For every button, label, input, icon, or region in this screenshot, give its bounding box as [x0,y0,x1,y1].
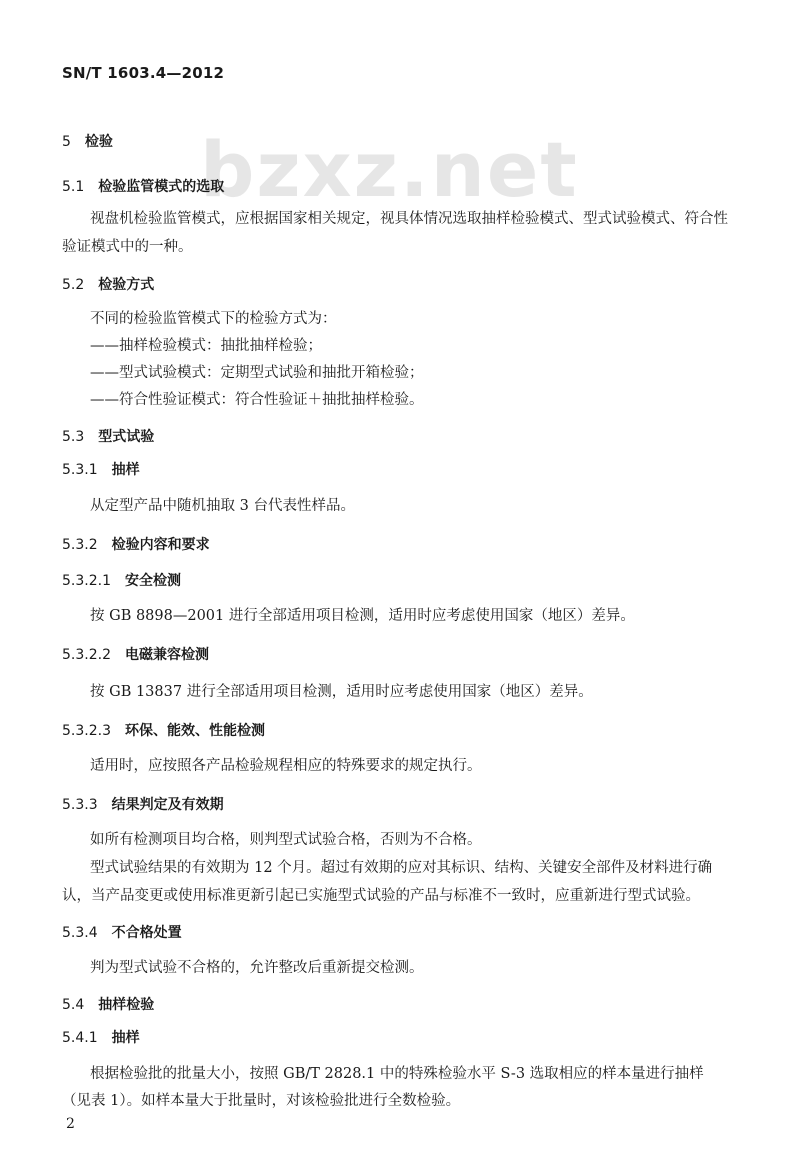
section-5-3-1-heading [62,459,140,479]
page-number: 2 [66,1116,75,1132]
section-5-4-1-heading [62,1027,140,1047]
section-title: 检验监管模式的选取 [98,179,225,195]
section-number: 5.3.2.3 [62,723,111,739]
section-title: 结果判定及有效期 [111,797,224,813]
paragraph-line: 如所有检测项目均合格，则判型式试验合格，否则为不合格。 [90,832,482,848]
section-title: 检验内容和要求 [111,537,210,553]
section-5-3-2-heading [62,534,210,554]
paragraph-line: 认，当产品变更或使用标准更新引起已实施型式试验的产品与标准不一致时，应重新进行型式试验。 [62,888,700,904]
section-5-3-heading [62,426,154,446]
paragraph-line: 判为型式试验不合格的，允许整改后重新提交检测。 [90,960,424,976]
section-title: 检验方式 [98,277,155,293]
section-title: 安全检测 [124,573,181,589]
paragraph-line: 根据检验批的批量大小，按照 GB/T 2828.1 中的特殊检验水平 S-3 选取相应的样本量进行抽样 [90,1066,704,1082]
section-number: 5.3.1 [62,462,98,478]
section-5-3-3-heading [62,794,224,814]
section-number: 5.1 [62,179,85,195]
section-5-3-2-3-heading [62,720,265,740]
section-number: 5.2 [62,277,85,293]
section-number: 5.3.2.1 [62,573,111,589]
section-number: 5.3.2 [62,537,98,553]
paragraph-line: 验证模式中的一种。 [62,239,193,255]
paragraph-line: 视盘机检验监管模式，应根据国家相关规定，视具体情况选取抽样检验模式、型式试验模式、符合性 [90,211,728,227]
section-5-3-2-2-heading [62,644,209,664]
section-number: 5.3.4 [62,925,98,941]
section-title: 不合格处置 [111,925,182,941]
paragraph-line: 按 GB 13837 进行全部适用项目检测，适用时应考虑使用国家（地区）差异。 [90,684,593,700]
section-5-2-heading [62,274,154,294]
section-5-4-heading [62,994,154,1014]
paragraph-line: 不同的检验监管模式下的检验方式为： [90,311,337,327]
paragraph-line: （见表 1）。如样本量大于批量时，对该检验批进行全数检验。 [62,1093,461,1109]
section-number: 5 [62,134,71,150]
section-number: 5.3.2.2 [62,647,111,663]
paragraph-line: 适用时，应按照各产品检验规程相应的特殊要求的规定执行。 [90,758,482,774]
section-5-heading [62,131,113,151]
list-item: ——符合性验证模式：符合性验证＋抽批抽样检验。 [90,392,424,408]
paragraph-line: 型式试验结果的有效期为 12 个月。超过有效期的应对其标识、结构、关键安全部件及材料进行确 [90,860,713,876]
section-title: 抽样 [111,1030,140,1046]
section-5-3-4-heading [62,922,182,942]
standard-number: SN/T 1603.4—2012 [62,64,225,82]
section-5-1-heading [62,176,224,196]
section-number: 5.4 [62,997,85,1013]
section-title: 抽样 [111,462,140,478]
list-item: ——型式试验模式：定期型式试验和抽批开箱检验； [90,365,424,381]
section-title: 抽样检验 [98,997,155,1013]
section-title: 环保、能效、性能检测 [124,723,265,739]
section-number: 5.3.3 [62,797,98,813]
section-title: 电磁兼容检测 [124,647,209,663]
section-5-3-2-1-heading [62,570,181,590]
list-item: ——抽样检验模式：抽批抽样检验； [90,338,322,354]
paragraph-line: 按 GB 8898—2001 进行全部适用项目检测，适用时应考虑使用国家（地区）差异。 [90,608,635,624]
watermark: bzxz.net [200,125,579,214]
section-number: 5.3 [62,429,85,445]
section-number: 5.4.1 [62,1030,98,1046]
paragraph-line: 从定型产品中随机抽取 3 台代表性样品。 [90,498,355,514]
section-title: 检验 [84,134,113,150]
section-title: 型式试验 [98,429,155,445]
